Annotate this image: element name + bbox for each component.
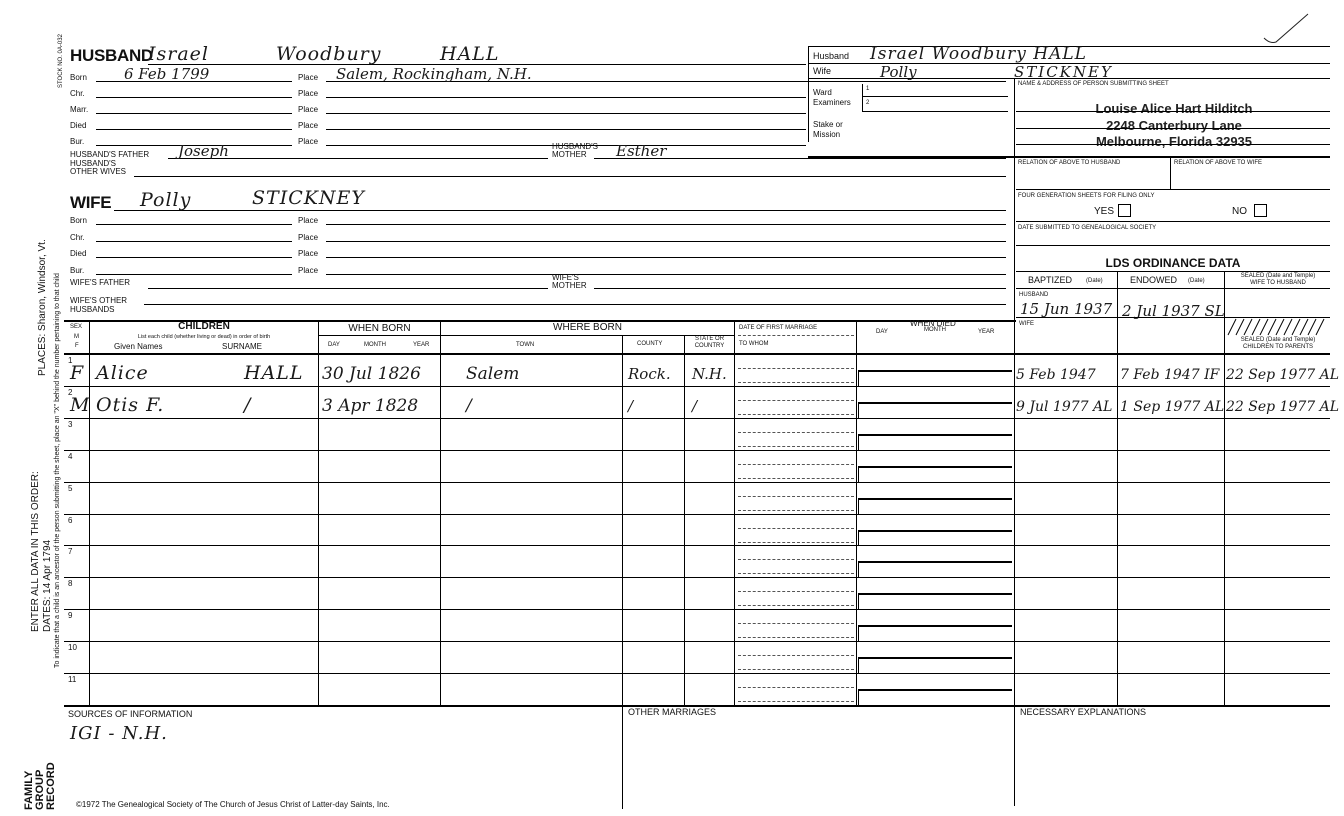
child-surname: HALL xyxy=(244,362,304,384)
first-marriage-dash xyxy=(738,335,854,336)
wife-bur-place-line xyxy=(326,274,1006,275)
wife-chr-label: Chr. xyxy=(70,233,85,242)
child-died-bracket xyxy=(858,498,859,514)
child-marriage-date-dash xyxy=(738,559,854,560)
lds-title-line xyxy=(1016,271,1330,272)
child-died-line xyxy=(858,402,1012,404)
wife-bur-place-label: Place xyxy=(298,266,319,275)
rp-husband-name: Israel Woodbury HALL xyxy=(870,44,1087,64)
wife-bur-date-line xyxy=(96,274,292,275)
baptized-date-label: (Date) xyxy=(1086,278,1103,284)
child-to-whom-dash xyxy=(738,573,854,574)
wifes-father-label: WIFE'S FATHER xyxy=(70,278,131,287)
sources-label: SOURCES OF INFORMATION xyxy=(68,709,193,719)
family-group-record-title xyxy=(24,762,57,810)
husband-endowed-date: 2 Jul 1937 SL xyxy=(1122,302,1225,320)
wife-chr-place-label: Place xyxy=(298,233,319,242)
child-endowed-date: 1 Sep 1977 AL xyxy=(1120,399,1225,415)
child-marriage-date-dash xyxy=(738,400,854,401)
stake-mission-label xyxy=(813,120,843,140)
sex-label: SEX xyxy=(70,324,83,330)
child-row-number: 4 xyxy=(68,452,73,461)
child-born-county: Rock. xyxy=(628,365,671,383)
child-row-line xyxy=(64,673,1330,674)
born-place-label: Place xyxy=(298,73,319,82)
child-to-whom-dash xyxy=(738,669,854,670)
child-died-bracket xyxy=(858,625,859,641)
child-surname: / xyxy=(244,394,252,416)
other-wives-label-line-1: HUSBAND'S xyxy=(70,159,116,168)
given-names-label: Given Names xyxy=(114,342,163,351)
child-sealed-date: 22 Sep 1977 AL xyxy=(1226,367,1340,383)
examiner-1-line xyxy=(862,96,1008,97)
rp-husband-label: Husband xyxy=(813,51,850,61)
four-gen-bottom-line xyxy=(1016,221,1330,222)
child-died-bracket xyxy=(858,657,859,673)
submitter-column-divider xyxy=(1014,78,1015,806)
child-died-bracket xyxy=(858,370,859,386)
wife-surname: STICKNEY xyxy=(252,187,365,209)
children-list-note: List each child (whether living or dead) in order of birth xyxy=(137,334,271,340)
child-died-line xyxy=(858,498,1012,500)
town-label: TOWN xyxy=(516,342,535,348)
relation-bottom-line xyxy=(1016,189,1330,190)
child-sex: F xyxy=(70,362,85,384)
husband-middle-name: Woodbury xyxy=(276,43,382,65)
wife-given-name: Polly xyxy=(140,189,192,211)
wifes-other-label-line-2: HUSBANDS xyxy=(70,305,115,314)
sources-value: IGI - N.H. xyxy=(70,723,168,744)
child-died-line xyxy=(858,370,1012,372)
yes-label: YES xyxy=(1094,206,1115,217)
wifes-mother-line xyxy=(594,288,1006,289)
child-marriage-date-dash xyxy=(738,655,854,656)
child-born-date: 30 Jul 1826 xyxy=(322,364,421,384)
wife-born-date-line xyxy=(96,224,292,225)
sealed-wife-label-line-1: SEALED (Date and Temple) xyxy=(1240,273,1316,279)
child-row-line xyxy=(64,514,1330,515)
sealed-wife-label-line-2: WIFE TO HUSBAND xyxy=(1250,280,1306,286)
husbands-father-label: HUSBAND'S FATHER xyxy=(70,150,150,159)
child-row-number: 10 xyxy=(68,643,77,652)
stake-label-line-2: Mission xyxy=(813,130,841,139)
chr-place-line xyxy=(326,97,806,98)
record-title-line-1: FAMILY xyxy=(23,770,35,810)
lds-husband-row-label: HUSBAND xyxy=(1019,292,1049,298)
husbands-mother-label xyxy=(552,143,598,159)
right-panel-divider xyxy=(808,46,809,142)
child-marriage-date-dash xyxy=(738,528,854,529)
husbands-mother-label-line-2: MOTHER xyxy=(552,150,587,159)
lds-title: LDS ORDINANCE DATA xyxy=(1105,256,1241,270)
no-checkbox[interactable] xyxy=(1254,204,1267,217)
enter-order-note: ENTER ALL DATA IN THIS ORDER: xyxy=(30,471,41,632)
husbands-other-wives-label xyxy=(70,160,126,176)
relation-top-line xyxy=(808,156,1330,158)
date-submitted-line xyxy=(1016,245,1330,246)
husbands-mother-label-line-1: HUSBAND'S xyxy=(552,142,598,151)
record-title-line-3: RECORD xyxy=(45,762,57,810)
child-marriage-date-dash xyxy=(738,623,854,624)
where-born-col-divider xyxy=(734,320,735,705)
where-born-heading: WHERE BORN xyxy=(553,322,622,333)
ancestor-indicator-note: To indicate that a child is an ancestor of the person submitting the sheet, place an "X" behind the number pertaining to that child xyxy=(54,273,61,668)
surname-label: SURNAME xyxy=(222,342,263,351)
child-marriage-date-dash xyxy=(738,496,854,497)
state-label-line-2: COUNTRY xyxy=(694,343,725,349)
child-row-number: 9 xyxy=(68,611,73,620)
first-marriage-label: DATE OF FIRST MARRIAGE xyxy=(739,325,818,331)
wife-died-date-line xyxy=(96,257,292,258)
child-row-number: 2 xyxy=(68,388,73,397)
died-day-label: DAY xyxy=(876,329,888,335)
no-label: NO xyxy=(1232,206,1247,217)
husband-surname: HALL xyxy=(440,43,500,65)
submitter-name-line xyxy=(1016,111,1330,112)
born-year-label: YEAR xyxy=(413,342,430,348)
sealed-children-label-line-1: SEALED (Date and Temple) xyxy=(1240,337,1316,343)
child-died-bracket xyxy=(858,593,859,609)
child-born-date: 3 Apr 1828 xyxy=(322,396,419,416)
state-label-line-1: STATE OR xyxy=(694,336,725,342)
four-gen-label: FOUR GENERATION SHEETS FOR FILING ONLY xyxy=(1018,193,1155,199)
state-country-label xyxy=(685,336,734,350)
child-born-county: / xyxy=(628,397,634,415)
bur-place-label: Place xyxy=(298,137,319,146)
child-baptized-date: 9 Jul 1977 AL xyxy=(1016,399,1113,415)
other-wives-label-line-2: OTHER WIVES xyxy=(70,167,127,176)
other-marriages-divider xyxy=(622,705,623,809)
wifes-other-husbands-label xyxy=(70,296,127,314)
child-died-bracket xyxy=(858,466,859,482)
wife-died-place-line xyxy=(326,257,1006,258)
submitter-city-line xyxy=(1016,144,1330,145)
wife-born-label: Born xyxy=(70,216,87,225)
died-date-line xyxy=(96,129,292,130)
child-row-line xyxy=(64,545,1330,546)
to-whom-label: TO WHOM xyxy=(739,341,769,347)
town-col-divider xyxy=(622,335,623,705)
child-row-line xyxy=(64,609,1330,610)
county-label: COUNTY xyxy=(637,341,663,347)
children-heading: CHILDREN xyxy=(178,321,230,332)
child-born-state: / xyxy=(692,397,698,415)
husband-given-name: Israel xyxy=(148,43,209,65)
child-born-state: N.H. xyxy=(692,365,727,383)
child-given-name: Otis F. xyxy=(96,394,165,416)
child-to-whom-dash xyxy=(738,478,854,479)
relation-divider xyxy=(1170,157,1171,189)
died-place-label: Place xyxy=(298,121,319,130)
chr-date-line xyxy=(96,97,292,98)
child-to-whom-dash xyxy=(738,510,854,511)
when-died-heading: WHEN DIED xyxy=(910,319,956,328)
examiners-label: Examiners xyxy=(813,98,851,107)
dates-note: DATES: 14 Apr 1794 xyxy=(42,539,53,632)
child-died-line xyxy=(858,434,1012,436)
chr-place-label: Place xyxy=(298,89,319,98)
endowed-date-label: (Date) xyxy=(1188,278,1205,284)
husband-baptized-date: 15 Jun 1937 xyxy=(1020,300,1113,318)
child-marriage-date-dash xyxy=(738,591,854,592)
wife-chr-date-line xyxy=(96,241,292,242)
female-label: F xyxy=(75,343,79,349)
husband-born-date: 6 Feb 1799 xyxy=(124,65,210,83)
child-row-line xyxy=(64,577,1330,578)
lds-header-line xyxy=(1016,288,1330,289)
died-year-label: YEAR xyxy=(978,329,995,335)
child-died-line xyxy=(858,625,1012,627)
rp-wife-label: Wife xyxy=(813,66,831,76)
child-given-name: Alice xyxy=(96,362,149,384)
marr-label: Marr. xyxy=(70,105,89,114)
child-row-number: 1 xyxy=(68,356,73,365)
child-died-bracket xyxy=(858,689,859,705)
examiner-1-label: 1 xyxy=(866,86,870,92)
child-died-line xyxy=(858,593,1012,595)
children-header-bottom-line xyxy=(64,353,1330,355)
child-died-line xyxy=(858,561,1012,563)
child-row-number: 8 xyxy=(68,579,73,588)
child-row-number: 6 xyxy=(68,516,73,525)
wifes-father-line xyxy=(148,288,548,289)
sealed-children-label xyxy=(1226,337,1330,351)
male-label: M xyxy=(74,334,79,340)
other-marriages-label: OTHER MARRIAGES xyxy=(628,707,717,717)
examiner-2-label: 2 xyxy=(866,100,870,106)
child-marriage-date-dash xyxy=(738,432,854,433)
child-baptized-date: 5 Feb 1947 xyxy=(1016,367,1096,383)
child-row-line xyxy=(64,482,1330,483)
child-row-line xyxy=(64,450,1330,451)
when-born-sub-line xyxy=(318,335,440,336)
wife-heading: WIFE xyxy=(70,193,112,212)
submitter-name: Louise Alice Hart Hilditch xyxy=(1095,101,1253,116)
marriage-col-divider xyxy=(856,320,857,705)
wife-died-place-label: Place xyxy=(298,249,319,258)
child-died-line xyxy=(858,530,1012,532)
other-wives-line xyxy=(134,176,1006,177)
chr-label: Chr. xyxy=(70,89,85,98)
child-sealed-date: 22 Sep 1977 AL xyxy=(1226,399,1340,415)
child-died-bracket xyxy=(858,530,859,546)
child-to-whom-dash xyxy=(738,637,854,638)
lds-wife-row-label: WIFE xyxy=(1019,321,1034,327)
places-note: PLACES: Sharon, Windsor, Vt. xyxy=(37,239,48,376)
husbands-mother-name: Esther xyxy=(616,142,667,160)
child-row-line xyxy=(64,386,1330,387)
wifes-mother-label-line-1: WIFE'S xyxy=(552,273,579,282)
child-died-line xyxy=(858,657,1012,659)
when-born-heading: WHEN BORN xyxy=(348,323,411,334)
child-row-number: 11 xyxy=(68,675,77,684)
yes-checkbox[interactable] xyxy=(1118,204,1131,217)
died-month-label: MONTH xyxy=(924,327,946,333)
endowed-label: ENDOWED xyxy=(1130,275,1177,285)
child-died-bracket xyxy=(858,434,859,450)
record-title-line-2: GROUP xyxy=(34,769,46,810)
when-born-col-divider xyxy=(440,320,441,705)
born-day-label: DAY xyxy=(328,342,340,348)
hatched-cell-icon xyxy=(1226,318,1330,336)
husband-born-place: Salem, Rockingham, N.H. xyxy=(336,65,532,83)
check-mark-icon xyxy=(1262,12,1312,48)
child-died-bracket xyxy=(858,402,859,418)
sex-col-divider xyxy=(89,320,90,705)
copyright-notice: ©1972 The Genealogical Society of The Church of Jesus Christ of Latter-day Saints, Inc. xyxy=(76,800,390,809)
necessary-explanations-label: NECESSARY EXPLANATIONS xyxy=(1020,707,1147,717)
county-col-divider xyxy=(684,335,685,705)
child-born-town: / xyxy=(466,396,472,416)
child-row-number: 7 xyxy=(68,547,73,556)
child-row-line xyxy=(64,641,1330,642)
marr-place-label: Place xyxy=(298,105,319,114)
child-endowed-date: 7 Feb 1947 IF xyxy=(1120,367,1220,383)
sealed-children-label-line-2: CHILDREN TO PARENTS xyxy=(1242,344,1313,350)
wifes-other-husbands-line xyxy=(144,304,1006,305)
child-died-bracket xyxy=(858,561,859,577)
wifes-mother-label xyxy=(552,274,587,290)
submitter-street: 2248 Canterbury Lane xyxy=(1106,118,1242,133)
child-died-line xyxy=(858,466,1012,468)
submitter-street-line xyxy=(1016,128,1330,129)
submitter-city: Melbourne, Florida 32935 xyxy=(1095,134,1253,149)
child-born-town: Salem xyxy=(466,364,520,384)
wife-born-place-label: Place xyxy=(298,216,319,225)
baptized-label: BAPTIZED xyxy=(1028,275,1073,285)
marr-date-line xyxy=(96,113,292,114)
bur-label: Bur. xyxy=(70,137,85,146)
examiner-2-line xyxy=(862,111,1008,112)
husband-heading: HUSBAND xyxy=(70,46,153,65)
child-to-whom-dash xyxy=(738,701,854,702)
marr-place-line xyxy=(326,113,806,114)
child-row-line xyxy=(64,418,1330,419)
child-to-whom-dash xyxy=(738,446,854,447)
born-label: Born xyxy=(70,73,87,82)
sealed-wife-label xyxy=(1226,273,1330,287)
child-marriage-date-dash xyxy=(738,687,854,688)
child-sex: M xyxy=(70,394,91,416)
wife-born-place-line xyxy=(326,224,1006,225)
rp-wife-surname: STICKNEY xyxy=(1014,63,1113,81)
rp-wife-name: Polly xyxy=(880,63,917,81)
child-row-number: 5 xyxy=(68,484,73,493)
examiners-divider xyxy=(862,84,863,112)
wife-name-line xyxy=(114,210,1006,211)
wifes-other-label-line-1: WIFE'S OTHER xyxy=(70,296,128,305)
rp-wife-line xyxy=(808,78,1330,79)
child-marriage-date-dash xyxy=(738,464,854,465)
child-row-number: 3 xyxy=(68,420,73,429)
relation-husband-label: RELATION OF ABOVE TO HUSBAND xyxy=(1018,160,1121,166)
husbands-father-name: Joseph xyxy=(178,142,229,160)
wife-bur-label: Bur. xyxy=(70,266,85,275)
child-to-whom-dash xyxy=(738,542,854,543)
wife-died-label: Died xyxy=(70,249,87,258)
ward-label: Ward xyxy=(813,88,832,97)
wifes-mother-label-line-2: MOTHER xyxy=(552,281,587,290)
died-label: Died xyxy=(70,121,87,130)
child-to-whom-dash xyxy=(738,605,854,606)
name-address-label: NAME & ADDRESS OF PERSON SUBMITTING SHEET xyxy=(1018,81,1169,87)
wife-chr-place-line xyxy=(326,241,1006,242)
child-to-whom-dash xyxy=(738,414,854,415)
child-died-line xyxy=(858,689,1012,691)
stock-number: STOCK NO. 0A-032 xyxy=(58,34,64,88)
children-col-divider xyxy=(318,320,319,705)
died-place-line xyxy=(326,129,806,130)
child-to-whom-dash xyxy=(738,382,854,383)
child-marriage-date-dash xyxy=(738,368,854,369)
born-month-label: MONTH xyxy=(364,342,386,348)
date-submitted-label: DATE SUBMITTED TO GENEALOGICAL SOCIETY xyxy=(1018,225,1157,231)
stake-label-line-1: Stake or xyxy=(813,120,843,129)
relation-wife-label: RELATION OF ABOVE TO WIFE xyxy=(1174,160,1263,166)
